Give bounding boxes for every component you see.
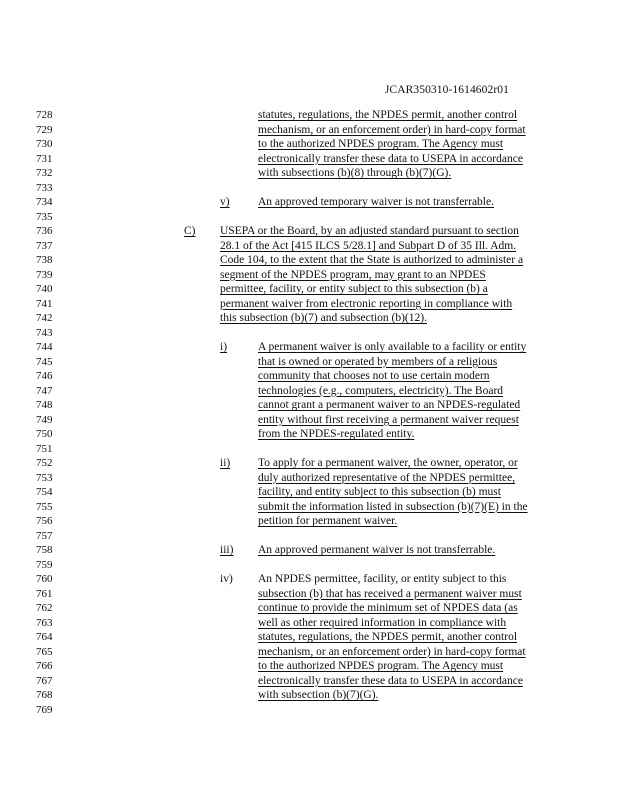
text-line: continue to provide the minimum set of NPDES data (as xyxy=(258,602,518,614)
line-number: 765 xyxy=(36,645,53,658)
line-number: 731 xyxy=(36,152,53,165)
line-number: 747 xyxy=(36,384,53,397)
line-number: 742 xyxy=(36,312,53,324)
line-number: 734 xyxy=(36,196,53,208)
line-number: 752 xyxy=(36,457,53,469)
text-line: segment of the NPDES program, may grant to an NPDES xyxy=(220,268,486,281)
subsection-label: iv) xyxy=(220,573,233,585)
text-line: duly authorized representative of the NPDES permittee, xyxy=(258,471,516,484)
line-number: 744 xyxy=(36,341,53,353)
document-id-header: JCAR350310-1614602r01 xyxy=(384,84,509,96)
subsection-label: i) xyxy=(220,341,228,353)
line-number: 737 xyxy=(36,239,53,252)
text-line: To apply for a permanent waiver, the owner, operator, or xyxy=(258,457,518,469)
line-number: 755 xyxy=(36,500,53,513)
text-line: electronically transfer these data to USEPA in accordance xyxy=(258,152,523,165)
line-number: 751 xyxy=(36,442,53,455)
line-number: 743 xyxy=(36,326,53,339)
text-line: USEPA or the Board, by an adjusted standard pursuant to section xyxy=(220,225,519,237)
line-number: 766 xyxy=(36,660,53,672)
subsection-label: C) xyxy=(184,225,196,237)
subsection-label: ii) xyxy=(220,457,231,469)
text-line: An approved temporary waiver is not transferrable. xyxy=(258,196,494,208)
line-number: 750 xyxy=(36,428,53,440)
text-line: entity without first receiving a permanent waiver request xyxy=(258,413,519,426)
text-line: statutes, regulations, the NPDES permit, another control xyxy=(258,631,518,643)
line-number: 729 xyxy=(36,123,53,136)
line-number: 757 xyxy=(36,529,53,542)
text-line: this subsection (b)(7) and subsection (b)(12). xyxy=(220,312,427,324)
line-number: 746 xyxy=(36,370,53,382)
line-number: 728 xyxy=(36,109,53,121)
line-number: 758 xyxy=(36,544,53,556)
text-line: An approved permanent waiver is not transferrable. xyxy=(258,544,496,556)
text-line: permanent waiver from electronic reporting in compliance with xyxy=(220,297,513,310)
text-line: from the NPDES-regulated entity. xyxy=(258,428,415,440)
text-line: submit the information listed in subsection (b)(7)(E) in the xyxy=(258,500,528,513)
line-number: 756 xyxy=(36,515,53,527)
text-line: Code 104, to the extent that the State is authorized to administer a xyxy=(220,254,524,266)
text-line: 28.1 of the Act [415 ILCS 5/28.1] and Subpart D of 35 Ill. Adm. xyxy=(220,239,517,252)
text-line: to the authorized NPDES program. The Agency must xyxy=(258,138,504,150)
text-line: subsection (b) that has received a permanent waiver must xyxy=(258,587,522,600)
text-line: cannot grant a permanent waiver to an NPDES-regulated xyxy=(258,399,521,411)
text-line: A permanent waiver is only available to a facility or entity xyxy=(258,341,527,353)
text-line: statutes, regulations, the NPDES permit, another control xyxy=(258,109,518,121)
text-line: permittee, facility, or entity subject to this subsection (b) a xyxy=(220,283,488,295)
line-number: 733 xyxy=(36,181,53,194)
line-number: 739 xyxy=(36,268,53,281)
line-number: 732 xyxy=(36,167,53,179)
text-line: well as other required information in compliance with xyxy=(258,616,507,629)
text-line: community that chooses not to use certain modern xyxy=(258,370,490,382)
line-number: 769 xyxy=(36,703,53,716)
line-number: 767 xyxy=(36,674,53,687)
line-number: 763 xyxy=(36,616,53,629)
text-line: that is owned or operated by members of a religious xyxy=(258,355,498,368)
subsection-label: iii) xyxy=(220,544,234,556)
line-number: 740 xyxy=(36,283,53,295)
text-line: technologies (e.g., computers, electricity). The Board xyxy=(258,384,504,397)
line-number: 754 xyxy=(36,486,53,498)
line-number: 749 xyxy=(36,413,53,426)
line-number: 748 xyxy=(36,399,53,411)
text-line: facility, and entity subject to this subsection (b) must xyxy=(258,486,501,498)
line-number: 760 xyxy=(36,573,53,585)
line-number: 736 xyxy=(36,225,53,237)
line-number: 738 xyxy=(36,254,53,266)
line-number: 753 xyxy=(36,471,53,484)
line-number: 768 xyxy=(36,689,53,701)
text-line: mechanism, or an enforcement order) in hard-copy format xyxy=(258,645,526,658)
line-number: 762 xyxy=(36,602,53,614)
subsection-label: v) xyxy=(220,196,230,208)
text-line: electronically transfer these data to USEPA in accordance xyxy=(258,674,523,687)
line-number: 741 xyxy=(36,297,53,310)
text-line: An NPDES permittee, facility, or entity subject to this xyxy=(258,573,507,585)
line-number: 759 xyxy=(36,558,53,571)
line-number: 761 xyxy=(36,587,53,600)
line-number: 745 xyxy=(36,355,53,368)
line-number: 730 xyxy=(36,138,53,150)
text-line: petition for permanent waiver. xyxy=(258,515,398,527)
text-line: mechanism, or an enforcement order) in hard-copy format xyxy=(258,123,526,136)
text-line: with subsections (b)(8) through (b)(7)(G). xyxy=(258,167,452,179)
line-number: 735 xyxy=(36,210,53,223)
text-line: to the authorized NPDES program. The Agency must xyxy=(258,660,504,672)
text-line: with subsection (b)(7)(G). xyxy=(258,689,379,701)
line-number: 764 xyxy=(36,631,53,643)
